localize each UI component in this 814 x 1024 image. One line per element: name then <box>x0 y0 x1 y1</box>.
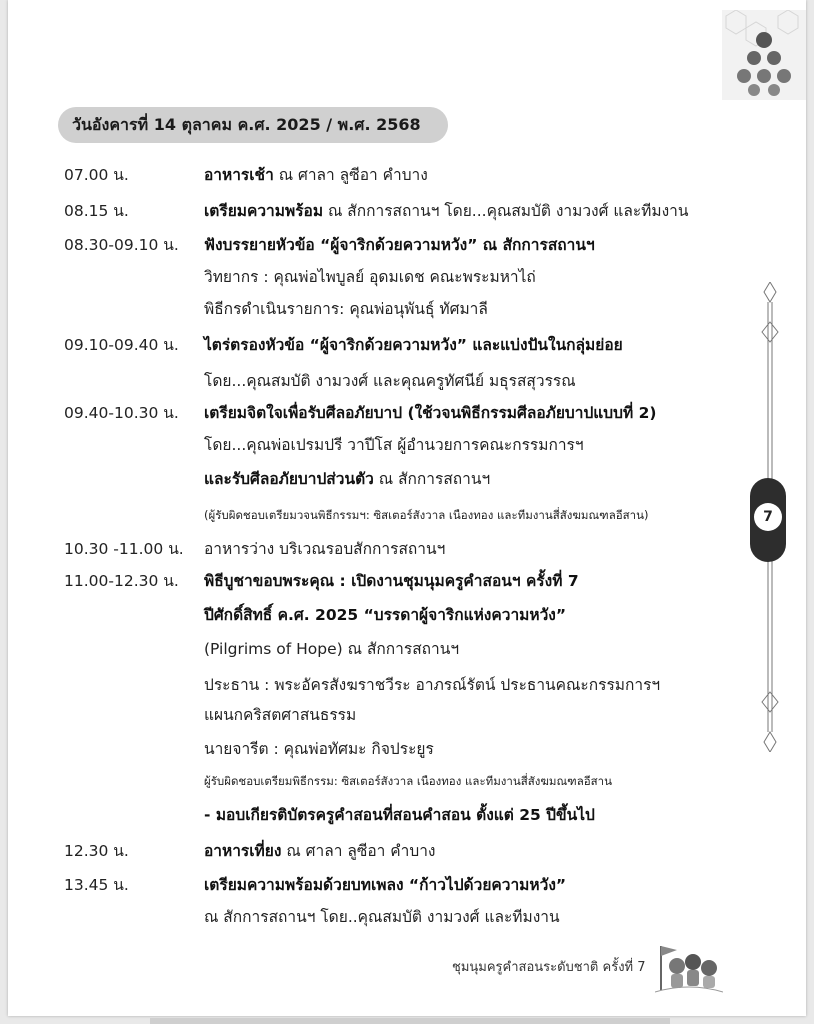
time-cell: 12.30 น. <box>64 842 129 860</box>
activity-cell <box>204 700 356 730</box>
schedule-row <box>0 902 814 932</box>
schedule-row <box>0 294 814 324</box>
activity-cell <box>204 566 579 596</box>
activity-detail: โดย...คุณพ่อเปรมปรี วาปีโส ผู้อำนวยการคณะกรรมการฯ <box>204 436 584 454</box>
activity-cell <box>204 398 656 428</box>
activity-cell <box>204 634 459 664</box>
activity-detail: ณ ศาลา ลูซีอา คำบาง <box>281 842 436 860</box>
activity-cell <box>204 330 623 360</box>
activity-title: และรับศีลอภัยบาปส่วนตัว <box>204 470 374 488</box>
time-cell: 11.00-12.30 น. <box>64 572 179 590</box>
activity-title: เตรียมความพร้อม <box>204 202 324 220</box>
activity-detail: โดย...คุณสมบัติ งามวงศ์ และคุณครูทัศนีย์ มธุรสสุวรรณ <box>204 372 576 390</box>
activity-cell <box>204 366 576 396</box>
activity-detail: นายจารีต : คุณพ่อทัศมะ กิจประยูร <box>204 740 434 758</box>
activity-cell <box>204 230 595 260</box>
activity-cell <box>204 262 536 292</box>
schedule-row <box>0 464 814 494</box>
schedule-row <box>0 670 814 700</box>
schedule-row <box>0 634 814 664</box>
teachers-group-logo <box>722 10 806 100</box>
schedule-row <box>0 366 814 396</box>
time-cell: 13.45 น. <box>64 876 129 894</box>
activity-detail: วิทยากร : คุณพ่อไพบูลย์ อุดมเดช คณะพระมหาไถ่ <box>204 268 536 286</box>
activity-detail: ณ สักการสถานฯ <box>373 470 491 488</box>
schedule-row <box>0 262 814 292</box>
bottom-edge <box>150 1018 670 1024</box>
schedule-row <box>0 800 814 830</box>
activity-cell <box>204 800 595 830</box>
schedule-row <box>0 196 814 226</box>
time-cell: 10.30 -11.00 น. <box>64 540 184 558</box>
activity-detail: ณ สักการสถานฯ โดย..คุณสมบัติ งามวงศ์ และทีมงาน <box>204 908 560 926</box>
activity-cell <box>204 734 434 764</box>
schedule-row <box>0 330 814 360</box>
schedule-row <box>0 600 814 630</box>
date-header: วันอังคารที่ 14 ตุลาคม ค.ศ. 2025 / พ.ศ. 2568 <box>58 107 448 143</box>
activity-cell <box>204 196 689 226</box>
activity-cell <box>204 870 566 900</box>
activity-title: - มอบเกียรติบัตรครูคำสอนที่สอนคำสอน ตั้งแต่ 25 ปีขึ้นไป <box>204 806 595 824</box>
schedule-row <box>0 766 814 796</box>
activity-detail: (ผู้รับผิดชอบเตรียมวจนพิธีกรรมฯ: ซิสเตอร์สังวาล เนืองทอง และทีมงานสี่สังฆมณฑลอีสาน) <box>204 508 649 522</box>
activity-detail: แผนกคริสตศาสนธรรม <box>204 706 357 724</box>
activity-detail: พิธีกรดำเนินรายการ: คุณพ่อนุพันธุ์ ทัศมาลี <box>204 300 488 318</box>
schedule-row <box>0 734 814 764</box>
page-number: 7 <box>754 503 782 531</box>
activity-cell <box>204 160 428 190</box>
schedule-row <box>0 230 814 260</box>
activity-cell <box>204 600 566 630</box>
schedule-row <box>0 398 814 428</box>
activity-detail: อาหารว่าง บริเวณรอบสักการสถานฯ <box>204 540 446 558</box>
time-cell: 08.15 น. <box>64 202 129 220</box>
activity-title: ฟังบรรยายหัวข้อ “ผู้จาริกด้วยความหวัง” ณ สักการสถานฯ <box>204 236 595 254</box>
schedule-row <box>0 430 814 460</box>
activity-cell <box>204 500 648 530</box>
activity-cell <box>204 464 490 494</box>
time-cell: 08.30-09.10 น. <box>64 236 179 254</box>
activity-title: ปีศักดิ์สิทธิ์ ค.ศ. 2025 “บรรดาผู้จาริกแห่งความหวัง” <box>204 606 567 624</box>
activity-title: อาหารเที่ยง <box>204 842 282 860</box>
activity-cell <box>204 294 488 324</box>
activity-detail: ณ สักการสถานฯ โดย...คุณสมบัติ งามวงศ์ และทีมงาน <box>323 202 689 220</box>
activity-detail: ประธาน : พระอัครสังฆราชวีระ อาภรณ์รัตน์ ประธานคณะกรรมการฯ <box>204 676 661 694</box>
schedule-row <box>0 700 814 730</box>
time-cell: 09.40-10.30 น. <box>64 404 179 422</box>
activity-title: เตรียมความพร้อมด้วยบทเพลง “ก้าวไปด้วยความหวัง” <box>204 876 567 894</box>
activity-detail: (Pilgrims of Hope) ณ สักการสถานฯ <box>204 640 460 658</box>
activity-cell <box>204 836 435 866</box>
time-cell: 09.10-09.40 น. <box>64 336 179 354</box>
activity-detail: ณ ศาลา ลูซีอา คำบาง <box>273 166 428 184</box>
schedule-row <box>0 500 814 530</box>
activity-title: เตรียมจิตใจเพื่อรับศีลอภัยบาป (ใช้วจนพิธีกรรมศีลอภัยบาปแบบที่ 2) <box>204 404 657 422</box>
activity-cell <box>204 670 660 700</box>
activity-title: ไตร่ตรองหัวข้อ “ผู้จาริกด้วยความหวัง” และแบ่งปันในกลุ่มย่อย <box>204 336 623 354</box>
activity-title: อาหารเช้า <box>204 166 274 184</box>
schedule-row <box>0 534 814 564</box>
schedule-row <box>0 870 814 900</box>
schedule-row <box>0 836 814 866</box>
pilgrims-illustration <box>655 938 723 994</box>
schedule-row <box>0 160 814 190</box>
footer-text: ชุมนุมครูคำสอนระดับชาติ ครั้งที่ 7 <box>452 960 646 975</box>
time-cell: 07.00 น. <box>64 166 129 184</box>
schedule-row <box>0 566 814 596</box>
activity-detail: ผู้รับผิดชอบเตรียมพิธีกรรม: ซิสเตอร์สังวาล เนืองทอง และทีมงานสี่สังฆมณฑลอีสาน <box>204 774 612 788</box>
activity-cell <box>204 534 445 564</box>
activity-cell <box>204 430 584 460</box>
activity-cell <box>204 766 612 796</box>
activity-cell <box>204 902 560 932</box>
activity-title: พิธีบูชาขอบพระคุณ : เปิดงานชุมนุมครูคำสอนฯ ครั้งที่ 7 <box>204 572 579 590</box>
